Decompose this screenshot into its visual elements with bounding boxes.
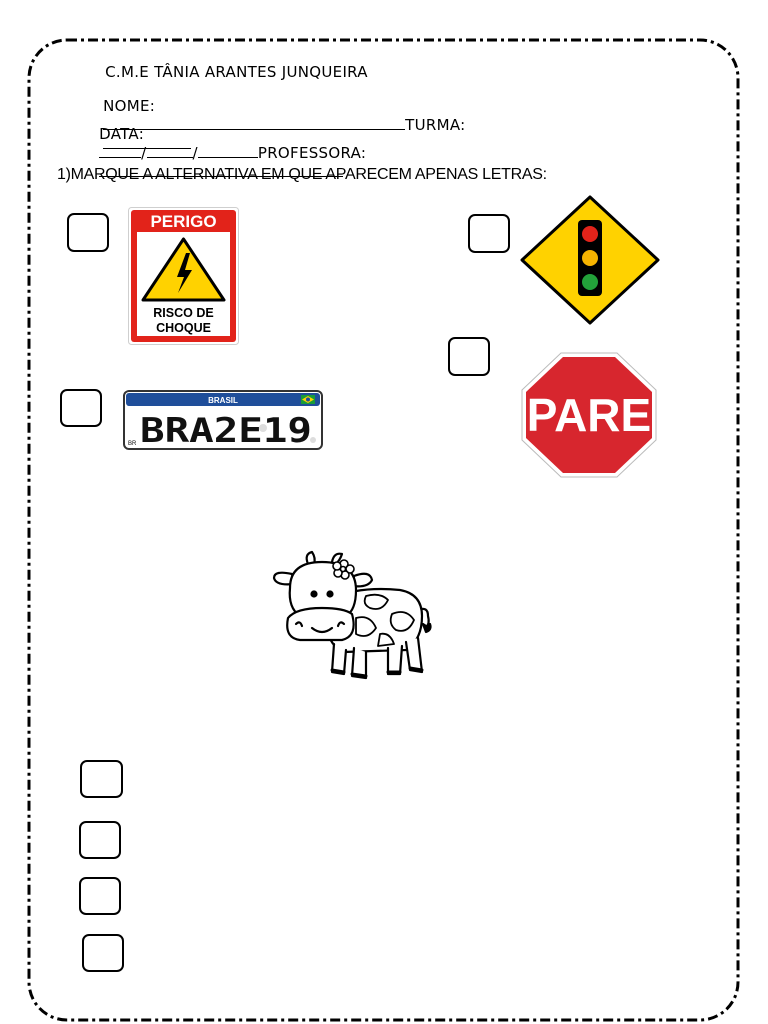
danger-sign-line1: RISCO DE	[153, 306, 214, 320]
checkbox-answer-1[interactable]	[80, 760, 123, 798]
checkbox-stop-sign[interactable]	[448, 337, 490, 376]
plate-corner: BR	[128, 441, 137, 447]
license-plate	[123, 390, 323, 450]
month-field[interactable]	[147, 143, 193, 158]
cow-illustration	[270, 548, 438, 683]
plate-country: BRASIL	[208, 396, 238, 405]
nome-label: NOME:	[103, 97, 156, 115]
day-field[interactable]	[99, 143, 141, 158]
checkbox-answer-4[interactable]	[82, 934, 124, 972]
danger-sign	[128, 207, 239, 345]
data-label: DATA:	[99, 125, 145, 143]
school-name: C.M.E TÂNIA ARANTES JUNQUEIRA	[105, 63, 368, 81]
turma-label: TURMA:	[405, 116, 466, 134]
traffic-light-sign	[518, 194, 662, 326]
traffic-light-icon	[578, 220, 602, 296]
plate-code: BRA2E19	[140, 411, 312, 450]
checkbox-answer-2[interactable]	[79, 821, 121, 859]
question-text: 1)MARQUE A ALTERNATIVA EM QUE APARECEM APENAS LETRAS:	[57, 166, 547, 183]
checkbox-answer-3[interactable]	[79, 877, 121, 915]
date-slash: /	[192, 144, 198, 162]
date-slash: /	[141, 144, 147, 162]
danger-sign-line2: CHOQUE	[156, 321, 211, 335]
stop-sign	[520, 351, 658, 479]
danger-sign-header: PERIGO	[150, 212, 217, 231]
year-field[interactable]	[198, 143, 258, 158]
stop-sign-text: PARE	[526, 389, 652, 441]
professora-label: PROFESSORA:	[257, 144, 367, 162]
checkbox-danger-sign[interactable]	[67, 213, 109, 252]
checkbox-license-plate[interactable]	[60, 389, 102, 427]
checkbox-traffic-sign[interactable]	[468, 214, 510, 253]
